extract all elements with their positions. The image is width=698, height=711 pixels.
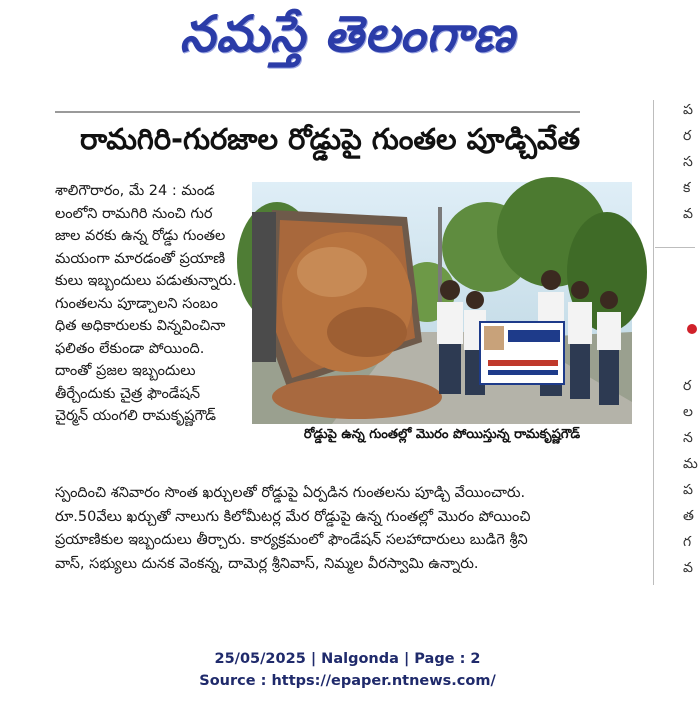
text-line: వాస్, సభ్యులు దునక వెంకన్న, దామెర్ల శ్రీనివాస్, నిమ్మల వీరస్వామి ఉన్నారు. xyxy=(55,555,479,572)
text-line: గుంతలను పూడ్చాలని సంబం xyxy=(55,295,218,312)
adjacent-article-fragment: న xyxy=(683,430,693,446)
text-line: కులు ఇబ్బందులు పడుతున్నారు. xyxy=(55,273,237,289)
text-line: ప్రయాణికుల ఇబ్బందులు తీర్చారు. కార్యక్రమంలో ఫౌండేషన్ సలహాదారులు బుడిగె శ్రీని xyxy=(55,532,528,548)
text-line: ఫలితం లేకుండా పోయింది. xyxy=(55,340,205,357)
adjacent-article-fragment: ల xyxy=(683,404,693,420)
adjacent-article-fragment: గ xyxy=(683,534,692,550)
masthead xyxy=(0,0,695,80)
side-divider xyxy=(655,247,695,248)
adjacent-article-fragment: వ xyxy=(683,206,693,222)
text-line: రూ.50వేలు ఖర్చుతో నాలుగు కిలోమీటర్ల మేర రోడ్డుపై ఉన్న గుంతల్లో మొరం పోయించి xyxy=(55,508,531,525)
text-line: శాలిగౌరారం, మే 24 : మండ xyxy=(55,183,215,199)
footer-date-line: 25/05/2025 | Nalgonda | Page : 2 xyxy=(214,651,481,667)
text-line: తీర్చేందుకు చైత్ర ఫౌండేషన్ xyxy=(55,385,201,402)
article-photo xyxy=(252,182,632,424)
text-line: జాల వరకు ఉన్న రోడ్డు గుంతల xyxy=(55,228,226,244)
adjacent-article-fragment: ర xyxy=(683,378,692,394)
road-scene-illustration xyxy=(252,182,632,424)
text-line: మయంగా మారడంతో ప్రయాణి xyxy=(55,250,226,267)
text-line: ధిత అధికారులకు విన్నవించినా xyxy=(55,318,226,334)
adjacent-article-fragment: స xyxy=(683,154,693,170)
article-column-text xyxy=(55,180,245,428)
adjacent-article-fragment: ర xyxy=(683,128,692,144)
adjacent-article-fragment: వ xyxy=(683,560,693,576)
text-line: స్పందించి శనివారం సొంత ఖర్చులతో రోడ్డుపై ఏర్పడిన గుంతలను పూడ్చి వేయించారు. xyxy=(55,485,526,501)
source-footer xyxy=(0,648,695,692)
text-line: చైర్మన్ యంగలి రామకృష్ణగౌడ్ xyxy=(55,408,216,424)
text-line: దాంతో ప్రజల ఇబ్బందులు xyxy=(55,363,196,379)
photo-caption: రోడ్డుపై ఉన్న గుంతల్లో మొరం పోయిస్తున్న రామకృష్ణగౌడ్ xyxy=(303,427,581,442)
column-divider xyxy=(653,100,654,585)
adjacent-article-fragment: క xyxy=(683,180,691,196)
footer-source-line: Source : https://epaper.ntnews.com/ xyxy=(199,673,496,689)
adjacent-article-fragment: ప xyxy=(683,102,693,118)
article-body-text xyxy=(55,482,645,576)
bullet-dot-icon xyxy=(687,324,697,334)
masthead-logo: నమస్తే తెలంగాణ xyxy=(179,4,516,63)
adjacent-article-fragment: మ xyxy=(683,456,698,472)
adjacent-article-fragment: ప xyxy=(683,482,693,498)
adjacent-article-fragment: త xyxy=(683,508,694,524)
text-line: లంలోని రామగిరి నుంచి గుర xyxy=(55,205,213,222)
top-rule xyxy=(55,111,580,113)
article-headline: రామగిరి-గురజాల రోడ్డుపై గుంతల పూడ్చివేత xyxy=(79,122,581,156)
